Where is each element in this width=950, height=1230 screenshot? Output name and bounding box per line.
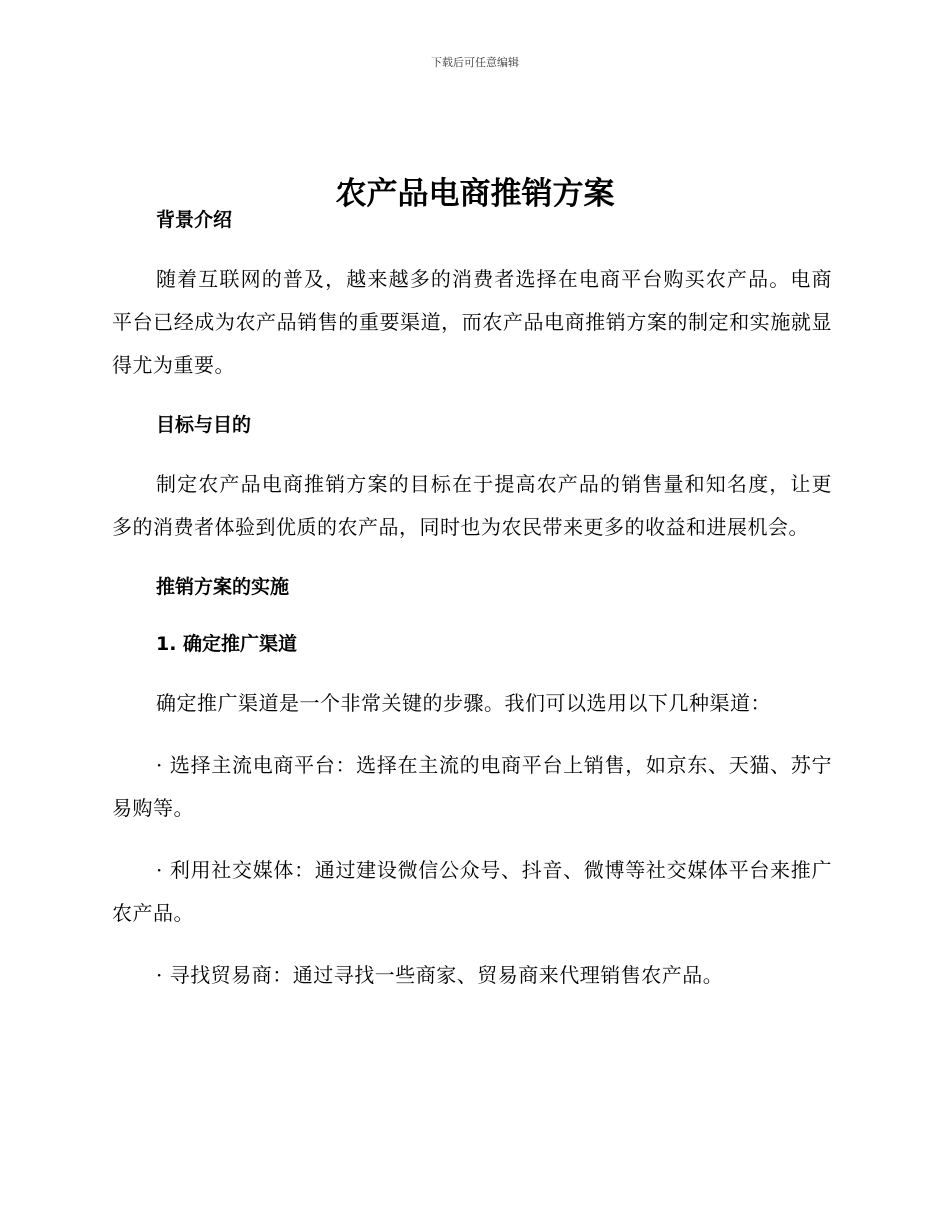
document-title: 农产品电商推销方案 <box>335 175 615 212</box>
channel-bullet-ecommerce: · 选择主流电商平台：选择在主流的电商平台上销售，如京东、天猫、苏宁易购等。 <box>112 753 832 820</box>
subsection-heading-channels: 1. 确定推广渠道 <box>156 633 298 655</box>
section-heading-implementation: 推销方案的实施 <box>156 576 290 598</box>
document-body <box>112 201 832 1016</box>
section-heading-goals: 目标与目的 <box>156 414 252 436</box>
channel-bullet-social-media: · 利用社交媒体：通过建设微信公众号、抖音、微博等社交媒体平台来推广农产品。 <box>112 858 832 925</box>
channel-bullet-traders: · 寻找贸易商：通过寻找一些商家、贸易商来代理销售农产品。 <box>156 963 724 987</box>
page-header-note: 下载后可任意编辑 <box>431 56 519 69</box>
goals-paragraph: 制定农产品电商推销方案的目标在于提高农产品的销售量和知名度，让更多的消费者体验到优质的农产品，同时也为农民带来更多的收益和进展机会。 <box>112 472 832 539</box>
background-paragraph: 随着互联网的普及，越来越多的消费者选择在电商平台购买农产品。电商平台已经成为农产品销售的重要渠道，而农产品电商推销方案的制定和实施就显得尤为重要。 <box>112 267 832 377</box>
channels-intro-paragraph: 确定推广渠道是一个非常关键的步骤。我们可以选用以下几种渠道： <box>156 691 771 715</box>
section-heading-background: 背景介绍 <box>156 209 233 231</box>
